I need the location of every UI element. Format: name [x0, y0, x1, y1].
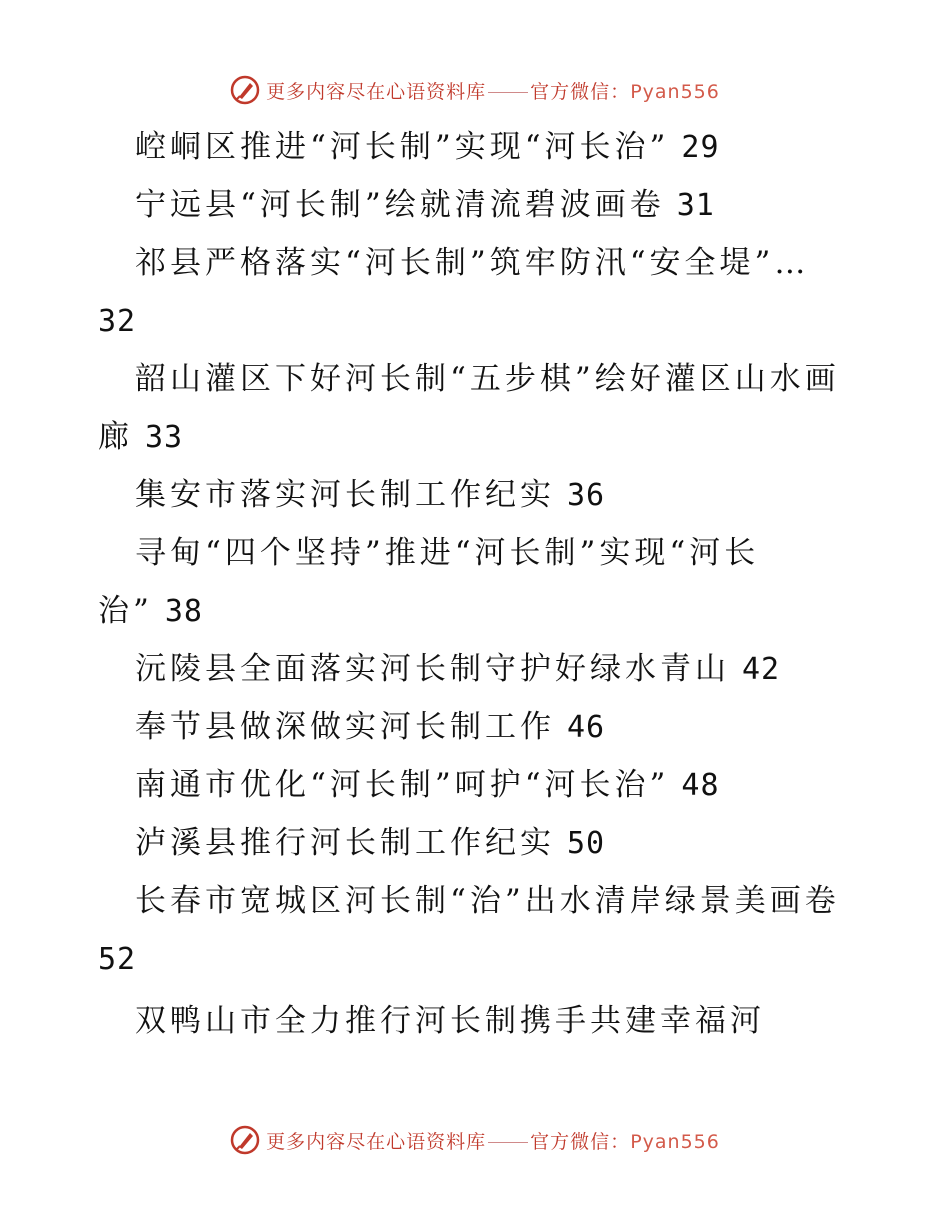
toc-entry-continuation — [0, 292, 950, 350]
toc-entry — [0, 640, 950, 698]
footer-banner — [0, 1120, 950, 1160]
header-banner-text — [266, 77, 720, 104]
quill-logo-icon — [230, 1125, 260, 1155]
header-banner — [0, 70, 950, 110]
toc-entry — [0, 118, 950, 176]
toc-entry-title: 寻甸“四个坚持”推进“河长制”实现“河长 — [135, 535, 760, 571]
toc-entry-page: 29 — [681, 130, 720, 165]
toc-entry — [0, 466, 950, 524]
toc-entry — [0, 524, 950, 582]
toc-entry — [0, 350, 950, 408]
toc-entry-page: 50 — [567, 826, 606, 861]
header-banner-handle: Pyan556 — [630, 80, 720, 103]
header-banner-suffix: 官方微信： — [530, 80, 631, 103]
toc-entry-page: 52 — [98, 942, 137, 977]
toc-entry-page: 48 — [681, 768, 720, 803]
toc-entry-page: 42 — [742, 652, 781, 687]
toc-entry-continuation — [0, 582, 950, 640]
toc-entry-title: 沅陵县全面落实河长制守护好绿水青山 — [135, 651, 730, 687]
toc-entry-title-cont: 廊 — [98, 419, 133, 455]
toc-entry-title: 集安市落实河长制工作纪实 — [135, 477, 555, 513]
toc-entry-continuation — [0, 408, 950, 466]
toc-entry-title: 奉节县做深做实河长制工作 — [135, 709, 555, 745]
footer-banner-main: 更多内容尽在心语资料库 — [266, 1130, 487, 1153]
footer-banner-dash — [488, 1142, 528, 1143]
toc-entry-page: 46 — [567, 710, 606, 745]
toc-entry — [0, 756, 950, 814]
toc-entry-title: 韶山灌区下好河长制“五步棋”绘好灌区山水画 — [135, 361, 840, 397]
header-banner-main: 更多内容尽在心语资料库 — [266, 80, 487, 103]
toc-entry-title: 长春市宽城区河长制“治”出水清岸绿景美画卷 — [135, 883, 840, 919]
toc-entry-title: 祁县严格落实“河长制”筑牢防汛“安全堤”… — [135, 245, 810, 281]
toc-entry-title-cont: 治” — [98, 593, 153, 629]
toc-entry-page: 33 — [145, 420, 184, 455]
toc-entry-page: 38 — [164, 594, 203, 629]
toc-entry-page: 36 — [567, 478, 606, 513]
toc-entry-title: 宁远县“河长制”绘就清流碧波画卷 — [135, 187, 665, 223]
toc-entry-continuation — [0, 930, 950, 988]
toc-entry-page: 32 — [98, 304, 137, 339]
footer-banner-suffix: 官方微信： — [530, 1130, 631, 1153]
toc-entry-title: 南通市优化“河长制”呵护“河长治” — [135, 767, 670, 803]
toc-entry-page: 31 — [676, 188, 715, 223]
quill-logo-icon — [230, 75, 260, 105]
toc-entry — [0, 872, 950, 930]
toc-entry-title: 双鸭山市全力推行河长制携手共建幸福河 — [135, 1003, 765, 1039]
footer-banner-text — [266, 1127, 720, 1154]
toc-entry — [0, 176, 950, 234]
header-banner-dash — [488, 92, 528, 93]
toc-entry-title: 泸溪县推行河长制工作纪实 — [135, 825, 555, 861]
toc-entry-title: 崆峒区推进“河长制”实现“河长治” — [135, 129, 670, 165]
footer-banner-handle: Pyan556 — [630, 1130, 720, 1153]
toc-entry — [0, 234, 950, 292]
toc-entry — [0, 992, 950, 1050]
toc-entry — [0, 698, 950, 756]
toc-entry — [0, 814, 950, 872]
